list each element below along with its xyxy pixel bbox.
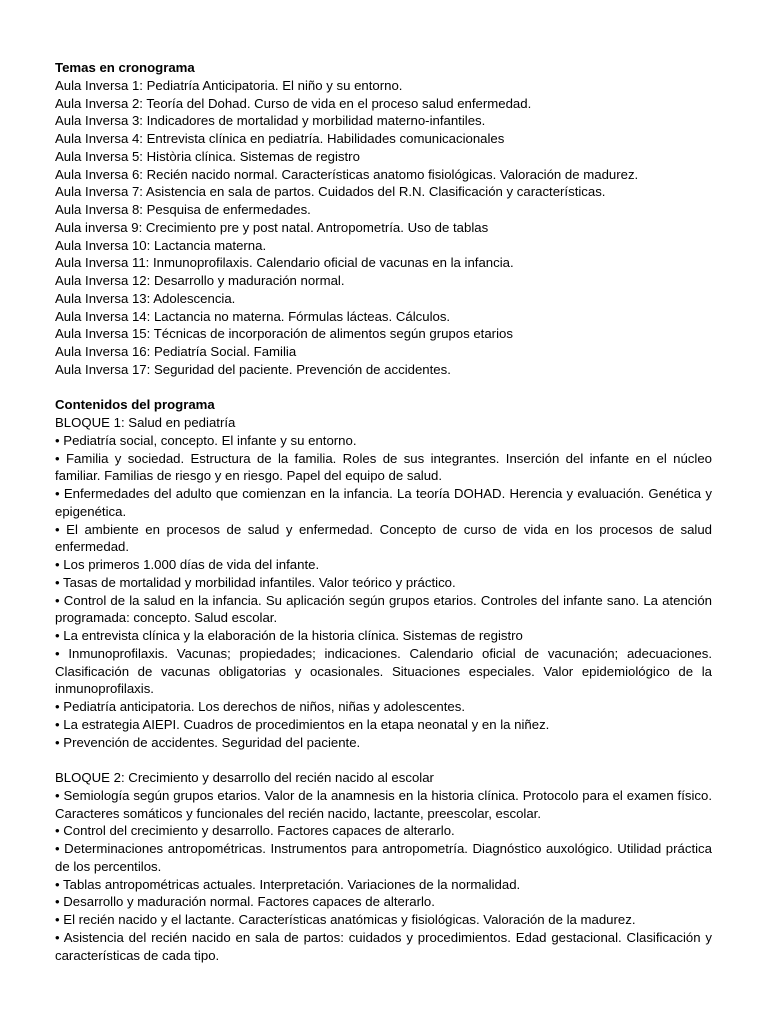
bloque-2-item: • Control del crecimiento y desarrollo. Factores capaces de alterarlo. [55,823,455,839]
bloque-1-list [55,432,712,752]
cronograma-list [55,77,712,379]
document-page [55,59,712,964]
cronograma-item-13: Aula Inversa 13: Adolescencia. [55,290,236,306]
spacer [55,379,712,397]
cronograma-item-10: Aula Inversa 10: Lactancia materna. [55,237,267,253]
cronograma-item-7: Aula Inversa 7: Asistencia en sala de partos. Cuidados del R.N. Clasificación y características. [55,184,606,200]
bloque-1-item: • Pediatría social, concepto. El infante y su entorno. [55,432,357,448]
cronograma-item-1: Aula Inversa 1: Pediatría Anticipatoria. El niño y su entorno. [55,77,403,93]
programa-heading: Contenidos del programa [55,397,215,413]
cronograma-heading: Temas en cronograma [55,60,195,75]
cronograma-item-14: Aula Inversa 14: Lactancia no materna. Fórmulas lácteas. Cálculos. [55,308,451,324]
bloque-2-item: • Tablas antropométricas actuales. Interpretación. Variaciones de la normalidad. [55,876,521,892]
cronograma-item-15: Aula Inversa 15: Técnicas de incorporación de alimentos según grupos etarios [55,326,513,342]
bloque-1-item: • El ambiente en procesos de salud y enfermedad. Concepto de curso de vida en los procesos de salud enfermedad. [55,521,712,555]
bloque-1-item: • Inmunoprofilaxis. Vacunas; propiedades; indicaciones. Calendario oficial de vacunación; adecuaciones. Clasificación de vacunas obligatorias y ocasionales. Situaciones especiales. Valor epidemiológico de la inmunoprofilaxis. [55,645,712,697]
bloque-1-item: • Familia y sociedad. Estructura de la familia. Roles de sus integrantes. Inserción del infante en el núcleo familiar. Familias de riesgo y en riesgo. Papel del equipo de salud. [55,450,712,484]
cronograma-item-9: Aula inversa 9: Crecimiento pre y post natal. Antropometría. Uso de tablas [55,219,489,235]
bloque-1-item: • La entrevista clínica y la elaboración de la historia clínica. Sistemas de registro [55,628,523,643]
bloque-2-title: BLOQUE 2: Crecimiento y desarrollo del recién nacido al escolar [55,770,434,785]
spacer [55,751,712,769]
bloque-1-item: • Pediatría anticipatoria. Los derechos de niños, niñas y adolescentes. [55,699,466,714]
cronograma-item-16: Aula Inversa 16: Pediatría Social. Familia [55,344,297,359]
bloque-1-item: • Control de la salud en la infancia. Su aplicación según grupos etarios. Controles del infante sano. La atención programada: concepto. Salud escolar. [55,592,712,626]
bloque-2-item: • Asistencia del recién nacido en sala de partos: cuidados y procedimientos. Edad gestacional. Clasificación y características de cada tipo. [55,929,712,963]
cronograma-item-8: Aula Inversa 8: Pesquisa de enfermedades. [55,202,311,217]
bloque-1-item: • Tasas de mortalidad y morbilidad infantiles. Valor teórico y práctico. [55,574,456,590]
cronograma-item-2: Aula Inversa 2: Teoría del Dohad. Curso de vida en el proceso salud enfermedad. [55,95,532,111]
cronograma-item-3: Aula Inversa 3: Indicadores de mortalidad y morbilidad materno-infantiles. [55,113,486,129]
cronograma-item-4: Aula Inversa 4: Entrevista clínica en pediatría. Habilidades comunicacionales [55,131,505,146]
bloque-1-item: • La estrategia AIEPI. Cuadros de procedimientos en la etapa neonatal y en la niñez. [55,716,550,732]
cronograma-item-17: Aula Inversa 17: Seguridad del paciente. Prevención de accidentes. [55,361,451,377]
bloque-1-item: • Prevención de accidentes. Seguridad del paciente. [55,734,361,750]
cronograma-item-6: Aula Inversa 6: Recién nacido normal. Características anatomo fisiológicas. Valoración de madurez. [55,166,639,182]
bloque-1-title: BLOQUE 1: Salud en pediatría [55,415,236,430]
cronograma-item-5: Aula Inversa 5: Història clínica. Sistemas de registro [55,148,360,164]
bloque-2-item: • Desarrollo y maduración normal. Factores capaces de alterarlo. [55,894,435,910]
bloque-2-item: • Determinaciones antropométricas. Instrumentos para antropometría. Diagnóstico auxológico. Utilidad práctica de los percentilos. [55,841,712,874]
bloque-2-list [55,787,712,965]
bloque-1-item: • Enfermedades del adulto que comienzan en la infancia. La teoría DOHAD. Herencia y evaluación. Genética y epigenética. [55,486,712,519]
bloque-1-item: • Los primeros 1.000 días de vida del infante. [55,557,320,572]
bloque-2-item: • El recién nacido y el lactante. Características anatómicas y fisiológicas. Valoración de la madurez. [55,912,636,927]
cronograma-item-11: Aula Inversa 11: Inmunoprofilaxis. Calendario oficial de vacunas en la infancia. [55,255,514,271]
cronograma-item-12: Aula Inversa 12: Desarrollo y maduración normal. [55,273,345,288]
bloque-2-item: • Semiología según grupos etarios. Valor de la anamnesis en la historia clínica. Protocolo para el examen físico. Caracteres somáticos y funcionales del recién nacido, lactante, preescolar, escolar. [55,787,712,821]
